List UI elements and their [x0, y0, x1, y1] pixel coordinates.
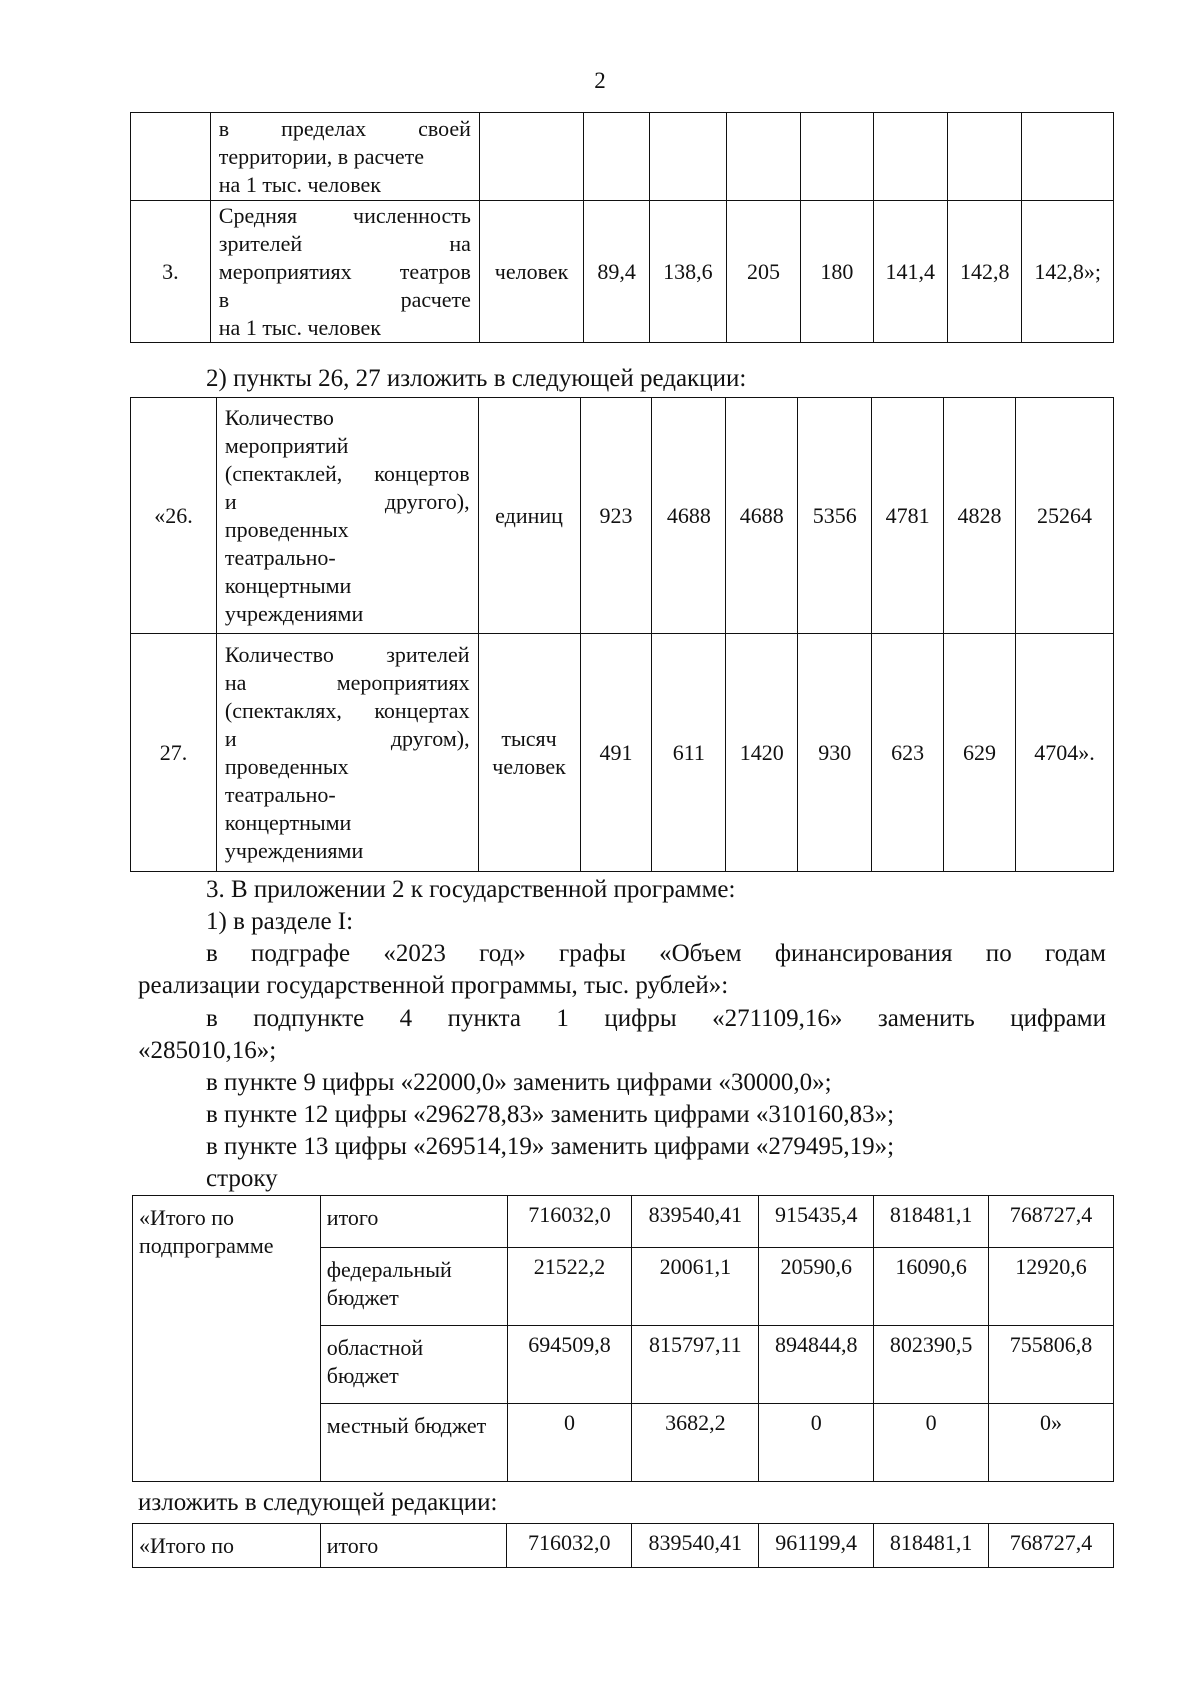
cell-value: 180 [801, 201, 873, 343]
row-number: 27. [131, 634, 217, 872]
budget-label: итого [320, 1196, 507, 1248]
cell-value: 802390,5 [874, 1326, 989, 1404]
cell-value: 16090,6 [874, 1248, 989, 1326]
table-row [133, 1196, 1114, 1248]
cell-value: 818481,1 [874, 1524, 989, 1568]
paragraph: 2) пункты 26, 27 изложить в следующей редакции: [206, 365, 747, 392]
cell-value: 768727,4 [989, 1196, 1114, 1248]
cell-value: 1420 [726, 634, 798, 872]
cell-value: 716032,0 [507, 1524, 632, 1568]
cell-value: 818481,1 [874, 1196, 989, 1248]
table-row [131, 201, 1114, 343]
cell-value: 930 [798, 634, 872, 872]
cell-value: 815797,11 [632, 1326, 759, 1404]
cell-value: 768727,4 [989, 1524, 1114, 1568]
cell-value: 5356 [798, 398, 872, 634]
paragraph: изложить в следующей редакции: [138, 1489, 498, 1516]
cell-value: 21522,2 [507, 1248, 632, 1326]
paragraph: в пункте 12 цифры «296278,83» заменить цифрами «310160,83»; [206, 1101, 895, 1128]
row-unit: тысяч человек [478, 634, 580, 872]
budget-table-new [132, 1523, 1114, 1568]
row-description: Количество мероприятий (спектаклей, концертов и другого), проведенных театрально- концертными учреждениями [216, 398, 478, 634]
cell-value: 491 [580, 634, 652, 872]
cell-value: 694509,8 [507, 1326, 632, 1404]
subprogram-total-label: «Итого по подпрограмме [133, 1196, 321, 1482]
cell-value: 20590,6 [759, 1248, 874, 1326]
cell-value: 0 [874, 1404, 989, 1482]
paragraph: 1) в разделе I: [206, 908, 354, 935]
cell-value: 4781 [872, 398, 944, 634]
cell-value: 12920,6 [989, 1248, 1114, 1326]
budget-label: местный бюджет [320, 1404, 507, 1482]
row-unit: человек [479, 201, 583, 343]
cell-value: 629 [944, 634, 1016, 872]
cell-value: 839540,41 [632, 1524, 759, 1568]
cell-value: 923 [580, 398, 652, 634]
row-number: 3. [131, 201, 211, 343]
cell-value: 0 [759, 1404, 874, 1482]
row-number [131, 113, 211, 201]
row-description: в пределах своей территории, в расчете на 1 тыс. человек [210, 113, 479, 201]
cell-value: 20061,1 [632, 1248, 759, 1326]
paragraph: в подграфе «2023 год» графы «Объем финансирования по годам [206, 940, 1106, 967]
cell-value: 4828 [944, 398, 1016, 634]
paragraph: реализации государственной программы, тыс. рублей»: [138, 972, 729, 999]
cell-value: 961199,4 [759, 1524, 874, 1568]
row-description: Средняя численность зрителей на мероприятиях театров в расчете на 1 тыс. человек [210, 201, 479, 343]
page-number: 2 [594, 68, 606, 93]
paragraph: 3. В приложении 2 к государственной программе: [206, 876, 736, 903]
cell-value: 0» [989, 1404, 1114, 1482]
table-row [131, 398, 1114, 634]
cell-value: 141,4 [873, 201, 947, 343]
paragraph: в пункте 9 цифры «22000,0» заменить цифрами «30000,0»; [206, 1069, 832, 1096]
cell-value: 0 [507, 1404, 632, 1482]
subprogram-total-label: «Итого по [133, 1524, 321, 1568]
table-row [131, 634, 1114, 872]
table-row [131, 113, 1114, 201]
paragraph: в пункте 13 цифры «269514,19» заменить цифрами «279495,19»; [206, 1133, 895, 1160]
row-number: «26. [131, 398, 217, 634]
cell-value: 142,8 [947, 201, 1021, 343]
cell-value: 611 [652, 634, 726, 872]
cell-value: 4704». [1016, 634, 1114, 872]
cell-value: 623 [872, 634, 944, 872]
paragraph: «285010,16»; [138, 1037, 277, 1064]
cell-value: 716032,0 [507, 1196, 632, 1248]
cell-value: 142,8»; [1022, 201, 1114, 343]
row-unit: единиц [478, 398, 580, 634]
indicators-table-items [130, 397, 1114, 872]
paragraph: строку [206, 1165, 278, 1192]
budget-table-old [132, 1195, 1114, 1482]
indicators-table-top [130, 112, 1114, 343]
budget-label: федеральный бюджет [320, 1248, 507, 1326]
paragraph: в подпункте 4 пункта 1 цифры «271109,16» заменить цифрами [206, 1005, 1106, 1032]
cell-value: 89,4 [584, 201, 650, 343]
row-description: Количество зрителей на мероприятиях (спектаклях, концертах и другом), проведенных театрально- концертными учреждениями [216, 634, 478, 872]
budget-label: итого [320, 1524, 507, 1568]
cell-value: 4688 [726, 398, 798, 634]
cell-value: 205 [726, 201, 800, 343]
cell-value: 4688 [652, 398, 726, 634]
cell-value: 25264 [1016, 398, 1114, 634]
budget-label: областной бюджет [320, 1326, 507, 1404]
cell-value: 915435,4 [759, 1196, 874, 1248]
cell-value: 755806,8 [989, 1326, 1114, 1404]
cell-value: 894844,8 [759, 1326, 874, 1404]
cell-value: 839540,41 [632, 1196, 759, 1248]
table-row [133, 1524, 1114, 1568]
cell-value: 138,6 [650, 201, 727, 343]
cell-value: 3682,2 [632, 1404, 759, 1482]
